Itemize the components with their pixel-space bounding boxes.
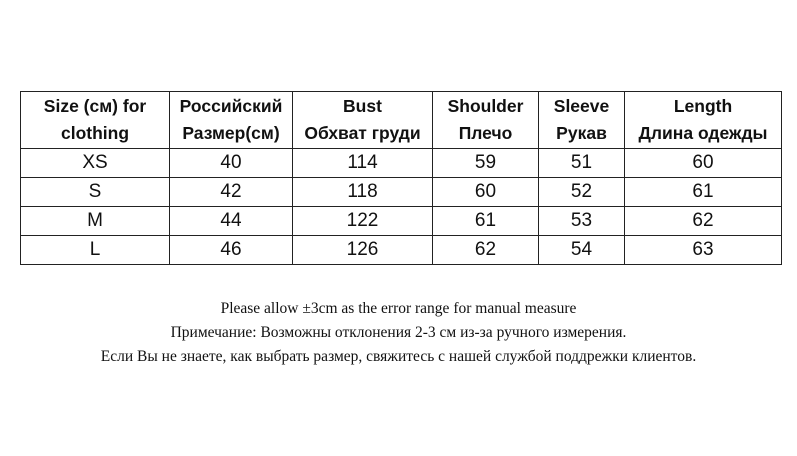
cell-bust: 118 bbox=[293, 178, 433, 207]
cell-sleeve: 54 bbox=[539, 236, 625, 265]
header-size: Size (см) for clothing bbox=[21, 92, 170, 149]
cell-length: 60 bbox=[625, 149, 782, 178]
size-chart-table bbox=[20, 91, 782, 265]
cell-shoulder: 60 bbox=[433, 178, 539, 207]
table-row bbox=[21, 207, 782, 236]
note-contact-support: Если Вы не знаете, как выбрать размер, свяжитесь с нашей службой поддрежки клиентов. bbox=[100, 348, 697, 365]
cell-russian-size: 46 bbox=[170, 236, 293, 265]
cell-russian-size: 44 bbox=[170, 207, 293, 236]
cell-shoulder: 62 bbox=[433, 236, 539, 265]
cell-sleeve: 52 bbox=[539, 178, 625, 207]
header-sleeve: Sleeve Рукав bbox=[539, 92, 625, 149]
cell-bust: 114 bbox=[293, 149, 433, 178]
header-bust: Bust Обхват груди bbox=[293, 92, 433, 149]
header-shoulder: Shoulder Плечо bbox=[433, 92, 539, 149]
cell-russian-size: 42 bbox=[170, 178, 293, 207]
cell-length: 61 bbox=[625, 178, 782, 207]
table-row bbox=[21, 236, 782, 265]
cell-size: S bbox=[21, 178, 170, 207]
cell-shoulder: 61 bbox=[433, 207, 539, 236]
cell-bust: 122 bbox=[293, 207, 433, 236]
header-russian-size: Российский Размер(см) bbox=[170, 92, 293, 149]
note-error-range-en: Please allow ±3cm as the error range for manual measure bbox=[220, 300, 577, 317]
cell-size: XS bbox=[21, 149, 170, 178]
cell-length: 62 bbox=[625, 207, 782, 236]
measurement-notes bbox=[0, 297, 797, 369]
note-error-range-ru: Примечание: Возможны отклонения 2-3 см из-за ручного измерения. bbox=[170, 324, 627, 341]
header-length: Length Длина одежды bbox=[625, 92, 782, 149]
table-row bbox=[21, 178, 782, 207]
cell-bust: 126 bbox=[293, 236, 433, 265]
cell-length: 63 bbox=[625, 236, 782, 265]
table-header-row bbox=[21, 92, 782, 149]
cell-russian-size: 40 bbox=[170, 149, 293, 178]
cell-sleeve: 53 bbox=[539, 207, 625, 236]
cell-size: L bbox=[21, 236, 170, 265]
table-row bbox=[21, 149, 782, 178]
cell-shoulder: 59 bbox=[433, 149, 539, 178]
cell-sleeve: 51 bbox=[539, 149, 625, 178]
cell-size: M bbox=[21, 207, 170, 236]
